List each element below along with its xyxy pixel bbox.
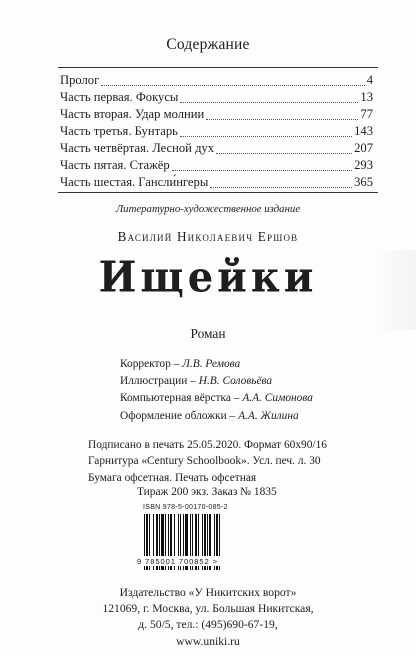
toc-entry-page: 143 <box>354 124 373 138</box>
credit-line: Иллюстрации – Н.В. Соловьёва <box>120 375 273 388</box>
book-title: Ищейки <box>98 252 318 303</box>
author-name: Василий Николаевич Ершов <box>117 229 299 244</box>
toc-entry-page: 293 <box>354 158 373 172</box>
isbn-label: ISBN 978-5-00170-085-2 <box>143 504 228 511</box>
toc-entry-title: Часть третья. Бунтарь <box>60 124 178 138</box>
toc-entry <box>60 106 373 123</box>
toc-entry-title: Часть пятая. Стажёр <box>60 158 170 172</box>
publisher-block <box>0 585 416 650</box>
toc-entry-page: 207 <box>354 141 373 155</box>
barcode-digits: 9 785001 700852 > <box>137 556 269 566</box>
toc-entry-title: Пролог <box>60 73 100 87</box>
toc-entry <box>60 157 373 174</box>
toc-entry-title: Часть шестая. Гансли́нгеры <box>60 175 209 189</box>
toc-entry-page: 77 <box>360 107 373 121</box>
imprint-line: Бумага офсетная. Печать офсетная <box>88 471 257 484</box>
credit-line: Корректор – Л.В. Ремова <box>120 358 241 370</box>
book-genre: Роман <box>190 326 226 341</box>
credit-role: Оформление обложки <box>120 409 227 422</box>
credit-line: Компьютерная вёрстка – А.А. Симонова <box>120 392 313 405</box>
toc-top-rule <box>58 67 378 68</box>
credit-name: Н.В. Соловьёва <box>198 375 273 388</box>
publisher-address: д. 50/5, тел.: (495)690-67-19, <box>138 618 278 632</box>
toc-entry <box>60 174 373 191</box>
toc-bottom-rule <box>58 192 378 193</box>
credit-role: Корректор <box>120 358 171 370</box>
toc-leader-dots <box>180 92 358 103</box>
publisher-address: 121069, г. Москва, ул. Большая Никитская, <box>102 602 314 616</box>
edition-type: Литературно-художественное издание <box>115 203 301 215</box>
credit-name: А.А. Симонова <box>242 392 313 405</box>
imprint-line: Гарнитура «Century Schoolbook». Усл. печ. л. 30 <box>88 455 321 468</box>
publisher-name: Издательство «У Никитских ворот» <box>119 586 297 599</box>
credit-name: Л.В. Ремова <box>182 358 241 370</box>
toc-entry <box>60 72 373 89</box>
toc-leader-dots <box>216 143 352 154</box>
toc-entry-page: 13 <box>360 90 373 104</box>
toc-entry-title: Часть первая. Фокусы <box>60 90 179 104</box>
toc-entry <box>60 123 373 140</box>
credits-block <box>120 356 313 425</box>
toc-entry-title: Часть вторая. Удар молнии <box>60 107 205 121</box>
toc-leader-dots <box>101 75 364 86</box>
toc-leader-dots <box>172 160 352 171</box>
toc-leader-dots <box>210 177 352 188</box>
toc-entry <box>60 140 373 157</box>
toc-entry <box>60 89 373 106</box>
toc-entry-title: Часть четвёртая. Лесной дух <box>60 141 215 155</box>
publisher-website: www.uniki.ru <box>176 634 240 648</box>
credit-name: А.А. Жилина <box>238 409 299 422</box>
imprint-line: Тираж 200 экз. Заказ № 1835 <box>137 486 277 498</box>
imprint-block <box>88 437 327 486</box>
credit-role: Компьютерная вёрстка <box>120 392 231 405</box>
toc-entry-page: 365 <box>354 175 373 189</box>
table-of-contents <box>60 72 373 191</box>
credit-line: Оформление обложки – А.А. Жилина <box>120 409 299 422</box>
toc-title: Содержание <box>166 36 250 53</box>
toc-leader-dots <box>206 109 358 120</box>
toc-leader-dots <box>180 126 352 137</box>
imprint-line: Подписано в печать 25.05.2020. Формат 60х90/16 <box>88 439 327 451</box>
credit-role: Иллюстрации <box>120 375 188 388</box>
toc-entry-page: 4 <box>366 73 373 87</box>
